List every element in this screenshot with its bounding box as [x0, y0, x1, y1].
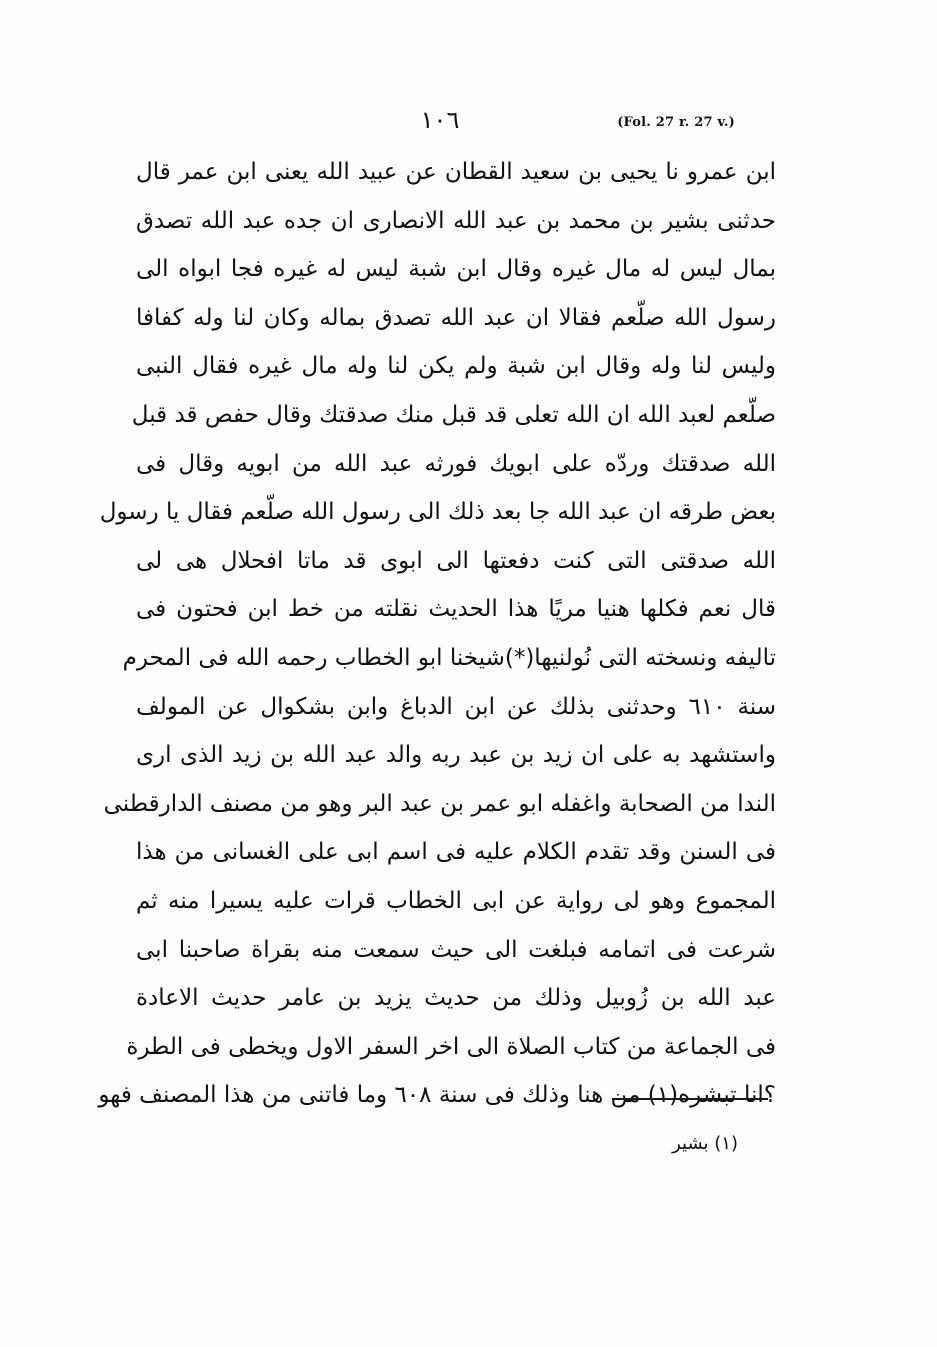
- text-line: سنة ٦١٠ وحدثنى بذلك عن ابن الدباغ وابن بشكوال عن المولف: [136, 693, 776, 720]
- folio-reference: (Fol. 27 r. 27 v.): [617, 115, 735, 130]
- text-line: فى السنن وقد تقدم الكلام عليه فى اسم ابى على الغسانى من هذا: [136, 839, 776, 866]
- page-number: ١٠٦: [420, 106, 460, 134]
- text-line: الندا من الصحابة واغفله ابو عمر بن عبد البر وهو من مصنف الدارقطنى: [103, 790, 776, 817]
- text-line: رسول الله صلّعم فقالا ان عبد الله تصدق بماله وكان لنا وله كفافا: [136, 304, 776, 331]
- text-line: ؟انا تبشره(١) من هنا وذلك فى سنة ٦٠٨ وما فاتنى من هذا المصنف فهو: [98, 1082, 776, 1109]
- text-line: حدثنى بشير بن محمد بن عبد الله الانصارى ان جده عبد الله تصدق: [136, 207, 776, 234]
- text-line: الله صدقتك وردّه على ابويك فورثه عبد الله من ابويه وقال فى: [136, 450, 776, 477]
- text-line: عبد الله بن زُوبيل وذلك من حديث يزيد بن عامر حديث الاعادة: [136, 985, 776, 1012]
- text-line: واستشهد به على ان زيد بن عبد ربه والد عبد الله بن زيد الذى ارى: [136, 742, 776, 769]
- text-line: تاليفه ونسخته التى نُولنيها(*)شيخنا ابو الخطاب رحمه الله فى المحرم: [122, 644, 776, 671]
- text-line: بمال ليس له مال غيره وقال ابن شبة ليس له غيره فجا ابواه الى: [136, 256, 776, 283]
- footnote: (١) بشير: [672, 1133, 738, 1154]
- text-line: الله صدقتى التى كنت دفعتها الى ابوى قد ماتا افحلال هى لى: [136, 547, 776, 574]
- text-line: بعض طرقه ان عبد الله جا بعد ذلك الى رسول الله صلّعم فقال يا رسول: [99, 499, 776, 526]
- text-line: ابن عمرو نا يحيى بن سعيد القطان عن عبيد الله يعنى ابن عمر قال: [136, 159, 776, 185]
- text-line: قال نعم فكلها هنيا مريًا هذا الحديث نقلته من خط ابن فحتون فى: [136, 596, 776, 623]
- footnote-divider: [612, 1098, 768, 1100]
- text-line: المجموع وهو لى رواية عن ابى الخطاب قرات عليه يسيرا منه ثم: [136, 887, 776, 914]
- main-text-block: [98, 148, 776, 1120]
- text-line: وليس لنا وله وقال ابن شبة ولم يكن لنا وله مال غيره فقال النبى: [136, 353, 776, 380]
- text-line: شرعت فى اتمامه فبلغت الى حيث سمعت منه بقراة صاحبنا ابى: [136, 936, 776, 963]
- text-line: صلّعم لعبد الله ان الله تعلى قد قبل منك صدقتك وقال حفص قد قبل: [131, 401, 776, 428]
- text-line: فى الجماعة من كتاب الصلاة الى اخر السفر الاول ويخطى فى الطرة: [126, 1033, 776, 1060]
